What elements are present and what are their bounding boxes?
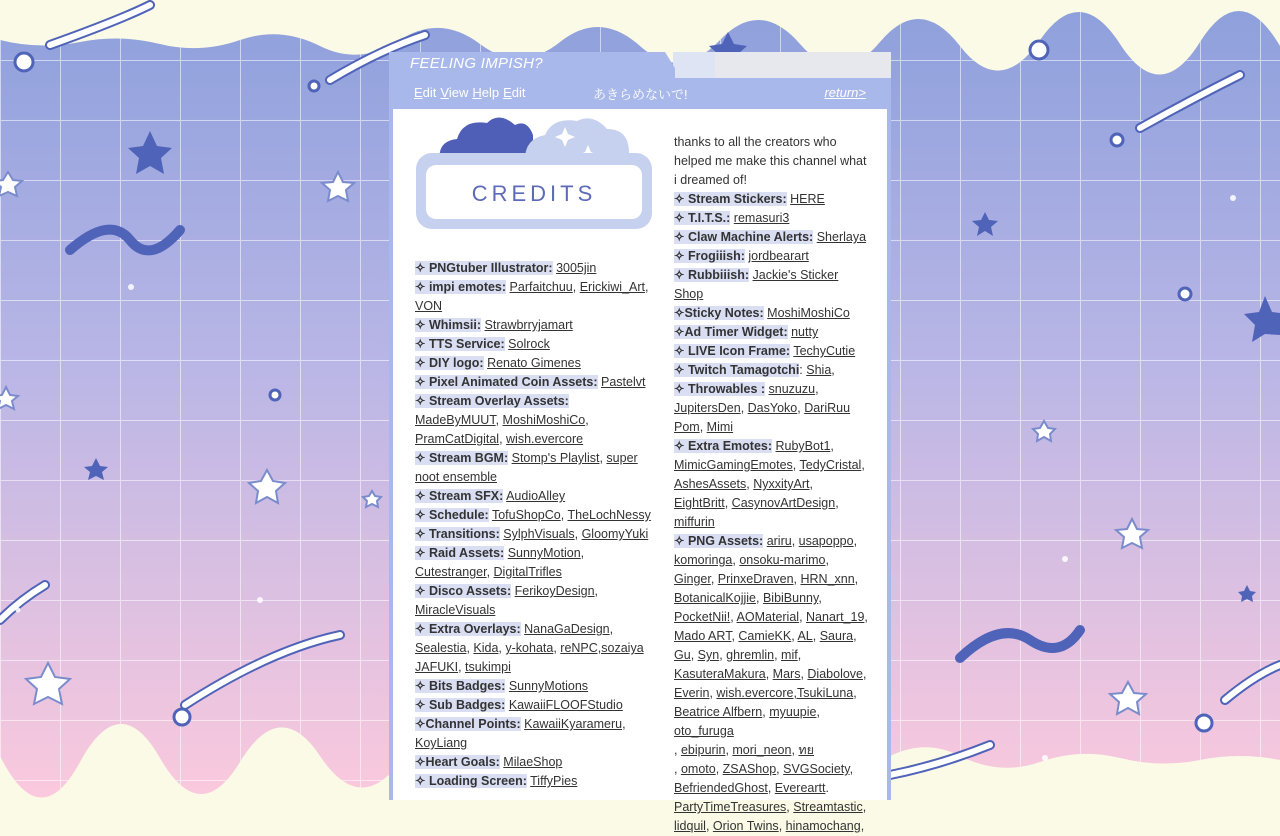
credit-entry: ✧ PNG Assets: ariru, usapoppo, komoringa, onsoku-marimo, Ginger, PrinxeDraven, HRN_xnn, BotanicalKojjie, BibiBunny, PocketNii!, AOMaterial, Nanart_19, Mado ART, CamieKK, AL, Saura, Gu, Syn, ghremlin, mif, KasuteraMakura, Mars, Diabolove, Everin, wish.evercore,TsukiLuna, Beatrice Alfbern, myuupie, oto_furuga	[674, 534, 868, 738]
credit-link[interactable]: SVGSociety	[783, 762, 850, 776]
credit-link[interactable]: MoshiMoshiCo	[767, 306, 850, 320]
credit-link[interactable]: Sherlaya	[816, 230, 867, 244]
credit-entry: ✧ Twitch Tamagotchi: Shia,	[674, 363, 835, 377]
credit-entry	[674, 247, 870, 266]
credit-link[interactable]: oto_furuga	[674, 724, 734, 738]
credit-entry: ✧ Stream BGM: Stomp's Playlist, super noot ensemble	[415, 451, 638, 484]
credit-link[interactable]: Mimi	[706, 420, 734, 434]
credit-label: ✧ DIY logo:	[415, 356, 484, 370]
credit-link[interactable]: MoshiMoshiCo	[502, 413, 586, 427]
credit-link[interactable]: AshesAssets	[674, 477, 747, 491]
credit-label: ✧ T.I.T.S.:	[674, 211, 731, 225]
credit-link[interactable]: AL	[797, 629, 813, 643]
credits-logo	[415, 113, 653, 231]
credit-continuation: PartyTimeTreasures, Streamtastic, lidquil, Orion Twins, hinamochang,	[674, 800, 867, 833]
credit-continuation: , ebipurin, mori_neon, ทย	[674, 743, 814, 757]
credit-link[interactable]: Ginger	[674, 572, 711, 586]
credit-link[interactable]: tsukimpi	[465, 660, 511, 674]
credit-label: ✧ Stream SFX:	[415, 489, 504, 503]
credit-label: ✧ Loading Screen:	[415, 774, 527, 788]
credit-link[interactable]: Shia	[806, 363, 832, 377]
credit-link[interactable]: ZSAShop	[722, 762, 777, 776]
credit-entry: ✧ Extra Overlays: NanaGaDesign, Sealestia, Kida, y-kohata, reNPC,sozaiya JAFUKI, tsukimpi	[415, 622, 644, 674]
credit-label: ✧ Schedule:	[415, 508, 489, 522]
credit-link[interactable]: MilaeShop	[503, 755, 563, 769]
credit-link[interactable]: TofuShopCo	[491, 508, 561, 522]
credit-link[interactable]: Nanart_19	[806, 610, 865, 624]
credit-link[interactable]: miffurin	[674, 515, 715, 529]
credit-label: ✧ LIVE Icon Frame:	[674, 344, 791, 358]
credits-logo-text: CREDITS	[471, 181, 597, 206]
credit-link[interactable]: nutty	[791, 325, 819, 339]
credit-link[interactable]: omoto	[680, 762, 716, 776]
window-title: FEELING IMPISH?	[410, 55, 543, 72]
credit-entry: ✧ Disco Assets: FerikoyDesign, MiracleVisuals	[415, 584, 599, 617]
credit-link[interactable]: Erickiwi_Art	[579, 280, 646, 294]
credit-link[interactable]: FerikoyDesign	[514, 584, 595, 598]
credit-link[interactable]: Parfaitchuu	[509, 280, 573, 294]
credit-label: ✧ Whimsii:	[415, 318, 482, 332]
credit-link[interactable]: KoyLiang	[415, 736, 468, 750]
credit-link[interactable]: 3005jin	[556, 261, 597, 275]
credit-link[interactable]: SunnyMotions	[508, 679, 589, 693]
credit-link[interactable]: KawaiiKyarameru	[524, 717, 623, 731]
credit-link[interactable]: BibiBunny	[762, 591, 819, 605]
credits-window	[389, 52, 891, 833]
credit-link[interactable]: NyxxityArt	[753, 477, 810, 491]
credit-link[interactable]: komoringa	[674, 553, 733, 567]
credit-entry: ✧ Schedule: TofuShopCo, TheLochNessy	[415, 508, 651, 522]
credit-entry	[674, 190, 870, 209]
title-bar	[389, 52, 891, 78]
credit-entry	[415, 354, 655, 373]
credit-link[interactable]: Kida	[473, 641, 499, 655]
credit-entry: ✧ Throwables : snuzuzu, JupitersDen, DasYoko, DariRuu Pom, Mimi	[674, 382, 851, 434]
credit-link[interactable]: lidquil	[674, 819, 706, 833]
credit-link[interactable]: HERE	[790, 192, 825, 206]
credit-label: ✧ Pixel Animated Coin Assets:	[415, 375, 598, 389]
credit-link[interactable]: Cutestranger	[415, 565, 487, 579]
credit-link[interactable]: CasynovArtDesign	[731, 496, 836, 510]
credit-link[interactable]: Stomp's Playlist	[511, 451, 600, 465]
credit-link[interactable]: Syn	[697, 648, 720, 662]
credit-label: ✧ Disco Assets:	[415, 584, 512, 598]
credit-link[interactable]: ariru	[766, 534, 792, 548]
credit-label: ✧ Bits Badges:	[415, 679, 506, 693]
credit-link[interactable]: DigitalTrifles	[493, 565, 562, 579]
credit-link[interactable]: DasYoko	[747, 401, 798, 415]
credit-link[interactable]: remasuri3	[733, 211, 790, 225]
credit-link[interactable]: Mars	[772, 667, 801, 681]
credit-label: ✧ Throwables :	[674, 382, 766, 396]
credit-link[interactable]: super noot ensemble	[415, 451, 638, 484]
credit-entry	[674, 304, 870, 323]
credit-label: ✧ Stream Stickers:	[674, 192, 787, 206]
credit-link[interactable]: mori_neon	[732, 743, 792, 757]
credit-link[interactable]: y-kohata	[505, 641, 554, 655]
credit-entry	[415, 259, 655, 278]
credit-entry: ✧ Transitions: SylphVisuals, GloomyYuki	[415, 527, 649, 541]
credit-link[interactable]: PocketNii!	[674, 610, 731, 624]
credit-label: ✧ Stream BGM:	[415, 451, 509, 465]
credit-label: ✧ Extra Overlays:	[415, 622, 521, 636]
credit-link[interactable]: TedyCristal	[799, 458, 862, 472]
credit-entry	[415, 772, 655, 791]
left-credits-list	[415, 259, 655, 791]
credit-link[interactable]: VON	[415, 299, 443, 313]
credit-entry	[415, 677, 655, 696]
credit-link[interactable]: ghremlin	[726, 648, 775, 662]
credit-entry	[674, 209, 870, 228]
credit-link[interactable]: hinamochang	[785, 819, 861, 833]
credit-label: ✧ Rubbiiish:	[674, 268, 750, 282]
credit-link[interactable]: reNPC,sozaiya JAFUKI	[415, 641, 644, 674]
credit-entry	[674, 228, 870, 247]
credit-link[interactable]: MimicGamingEmotes	[674, 458, 793, 472]
credit-label: ✧ TTS Service:	[415, 337, 505, 351]
menu-item-edit[interactable]: Edit	[414, 85, 437, 100]
left-column	[415, 113, 655, 791]
credit-entry	[415, 487, 655, 506]
credit-label: ✧ Transitions:	[415, 527, 500, 541]
credit-link[interactable]: Mado ART	[674, 629, 732, 643]
menu-items	[414, 85, 530, 100]
title-bar-divider	[673, 52, 715, 78]
credit-link[interactable]: SunnyMotion	[507, 546, 581, 560]
credit-link[interactable]: TiffyPies	[530, 774, 578, 788]
credit-link[interactable]: Orion Twins	[712, 819, 779, 833]
credit-label: ✧ impi emotes:	[415, 280, 507, 294]
credit-link[interactable]: PramCatDigital	[415, 432, 500, 446]
credit-link[interactable]: ทย	[798, 743, 814, 757]
credit-label: ✧Heart Goals:	[415, 755, 500, 769]
credit-label: ✧ PNG Assets:	[674, 534, 764, 548]
credit-link[interactable]: wish.evercore	[506, 432, 584, 446]
credit-link[interactable]: onsoku-marimo	[739, 553, 826, 567]
credit-link[interactable]: DariRuu Pom	[674, 401, 851, 434]
credit-continuation: , omoto, ZSAShop, SVGSociety, BefriendedGhost, Evereartt.	[674, 762, 854, 795]
credit-link[interactable]: TechyCutie	[793, 344, 856, 358]
credit-link[interactable]: Jackie's Sticker Shop	[674, 268, 839, 301]
credit-link[interactable]: snuzuzu	[768, 382, 816, 396]
menu-item-edit[interactable]: Edit	[503, 85, 526, 100]
credit-label: ✧Ad Timer Widget:	[674, 325, 788, 339]
credit-entry	[674, 323, 870, 342]
credit-entry	[415, 753, 655, 772]
credit-label: ✧ Frogiiish:	[674, 249, 745, 263]
credit-label: ✧ Stream Overlay Assets:	[415, 394, 569, 408]
credit-label: ✧ Raid Assets:	[415, 546, 505, 560]
credit-link[interactable]: HRN_xnn	[800, 572, 855, 586]
credit-label: ✧Channel Points:	[415, 717, 521, 731]
credit-label: ✧ Twitch Tamagotchi	[674, 363, 800, 377]
thanks-intro: thanks to all the creators who helped me make this channel what i dreamed of!	[674, 135, 867, 187]
credit-entry: ✧Channel Points: KawaiiKyarameru, KoyLiang	[415, 717, 626, 750]
credit-label: ✧ PNGtuber Illustrator:	[415, 261, 553, 275]
credit-label: ✧ Sub Badges:	[415, 698, 506, 712]
right-column	[674, 133, 870, 836]
credit-link[interactable]: NanaGaDesign	[524, 622, 610, 636]
credit-link[interactable]: myuupie	[769, 705, 817, 719]
credit-link[interactable]: JupitersDen	[674, 401, 741, 415]
credit-link[interactable]: GloomyYuki	[581, 527, 649, 541]
credit-link[interactable]: KawaiiFLOOFStudio	[508, 698, 623, 712]
right-credits-list	[674, 190, 870, 836]
menu-item-view[interactable]: View	[440, 85, 469, 100]
menu-bar	[389, 78, 891, 109]
return-link[interactable]: return>	[824, 85, 866, 100]
window-subtitle: あきらめないで!	[593, 87, 688, 102]
credit-label: ✧ Extra Emotes:	[674, 439, 773, 453]
credit-entry	[415, 373, 655, 392]
credit-link[interactable]: jordbearart	[748, 249, 809, 263]
credit-link[interactable]: BotanicalKojjie	[674, 591, 756, 605]
credit-entry	[674, 342, 870, 361]
credit-link[interactable]: AudioAlley	[506, 489, 566, 503]
credit-link[interactable]: MiracleVisuals	[415, 603, 496, 617]
credit-label: ✧Sticky Notes:	[674, 306, 764, 320]
credit-link[interactable]: Streamtastic	[793, 800, 863, 814]
credit-link[interactable]: Sealestia	[415, 641, 467, 655]
credit-link[interactable]: TheLochNessy	[567, 508, 651, 522]
credit-label: ✧ Claw Machine Alerts:	[674, 230, 814, 244]
credit-link[interactable]: Saura	[819, 629, 854, 643]
credit-entry	[674, 266, 870, 304]
credit-link[interactable]: Everin	[674, 686, 710, 700]
credit-link[interactable]: BefriendedGhost	[674, 781, 768, 795]
credit-entry: ✧ Raid Assets: SunnyMotion, Cutestranger, DigitalTrifles	[415, 546, 585, 579]
credit-link[interactable]: mif	[781, 648, 798, 662]
credit-link[interactable]: SylphVisuals	[503, 527, 575, 541]
credit-link[interactable]: Pastelvt	[601, 375, 646, 389]
credit-link[interactable]: KasuteraMakura	[674, 667, 766, 681]
credit-link[interactable]: Beatrice Alfbern	[674, 705, 763, 719]
credit-link[interactable]: ebipurin	[680, 743, 726, 757]
credit-link[interactable]: PartyTimeTreasures	[674, 800, 787, 814]
credit-link[interactable]: Renato Gimenes	[487, 356, 581, 370]
credit-entry	[415, 335, 655, 354]
credit-link[interactable]: wish.evercore,TsukiLuna	[716, 686, 854, 700]
credit-link[interactable]: MadeByMUUT	[415, 413, 496, 427]
credit-entry: ✧ impi emotes: Parfaitchuu, Erickiwi_Art, VON	[415, 280, 649, 313]
menu-item-help[interactable]: Help	[472, 85, 500, 100]
credit-entry	[415, 696, 655, 715]
credit-entry	[415, 316, 655, 335]
credit-link[interactable]: PrinxeDraven	[717, 572, 794, 586]
credit-entry: ✧ Extra Emotes: RubyBot1, MimicGamingEmotes, TedyCristal, AshesAssets, NyxxityArt, EightBritt, CasynovArtDesign, miffurin	[674, 439, 865, 529]
credit-link[interactable]: Evereartt	[774, 781, 826, 795]
credit-link[interactable]: AOMaterial	[736, 610, 800, 624]
credit-link[interactable]: Gu	[674, 648, 691, 662]
credit-link[interactable]: EightBritt	[674, 496, 725, 510]
credit-link[interactable]: CamieKK	[738, 629, 792, 643]
credit-entry: ✧ Stream Overlay Assets: MadeByMUUT, MoshiMoshiCo, PramCatDigital, wish.evercore	[415, 394, 589, 446]
credit-link[interactable]: RubyBot1	[775, 439, 831, 453]
credit-link[interactable]: Solrock	[508, 337, 550, 351]
credits-content	[389, 109, 891, 833]
credit-link[interactable]: usapoppo	[798, 534, 854, 548]
credit-link[interactable]: Diabolove	[807, 667, 863, 681]
credit-link[interactable]: Strawbrryjamart	[484, 318, 573, 332]
